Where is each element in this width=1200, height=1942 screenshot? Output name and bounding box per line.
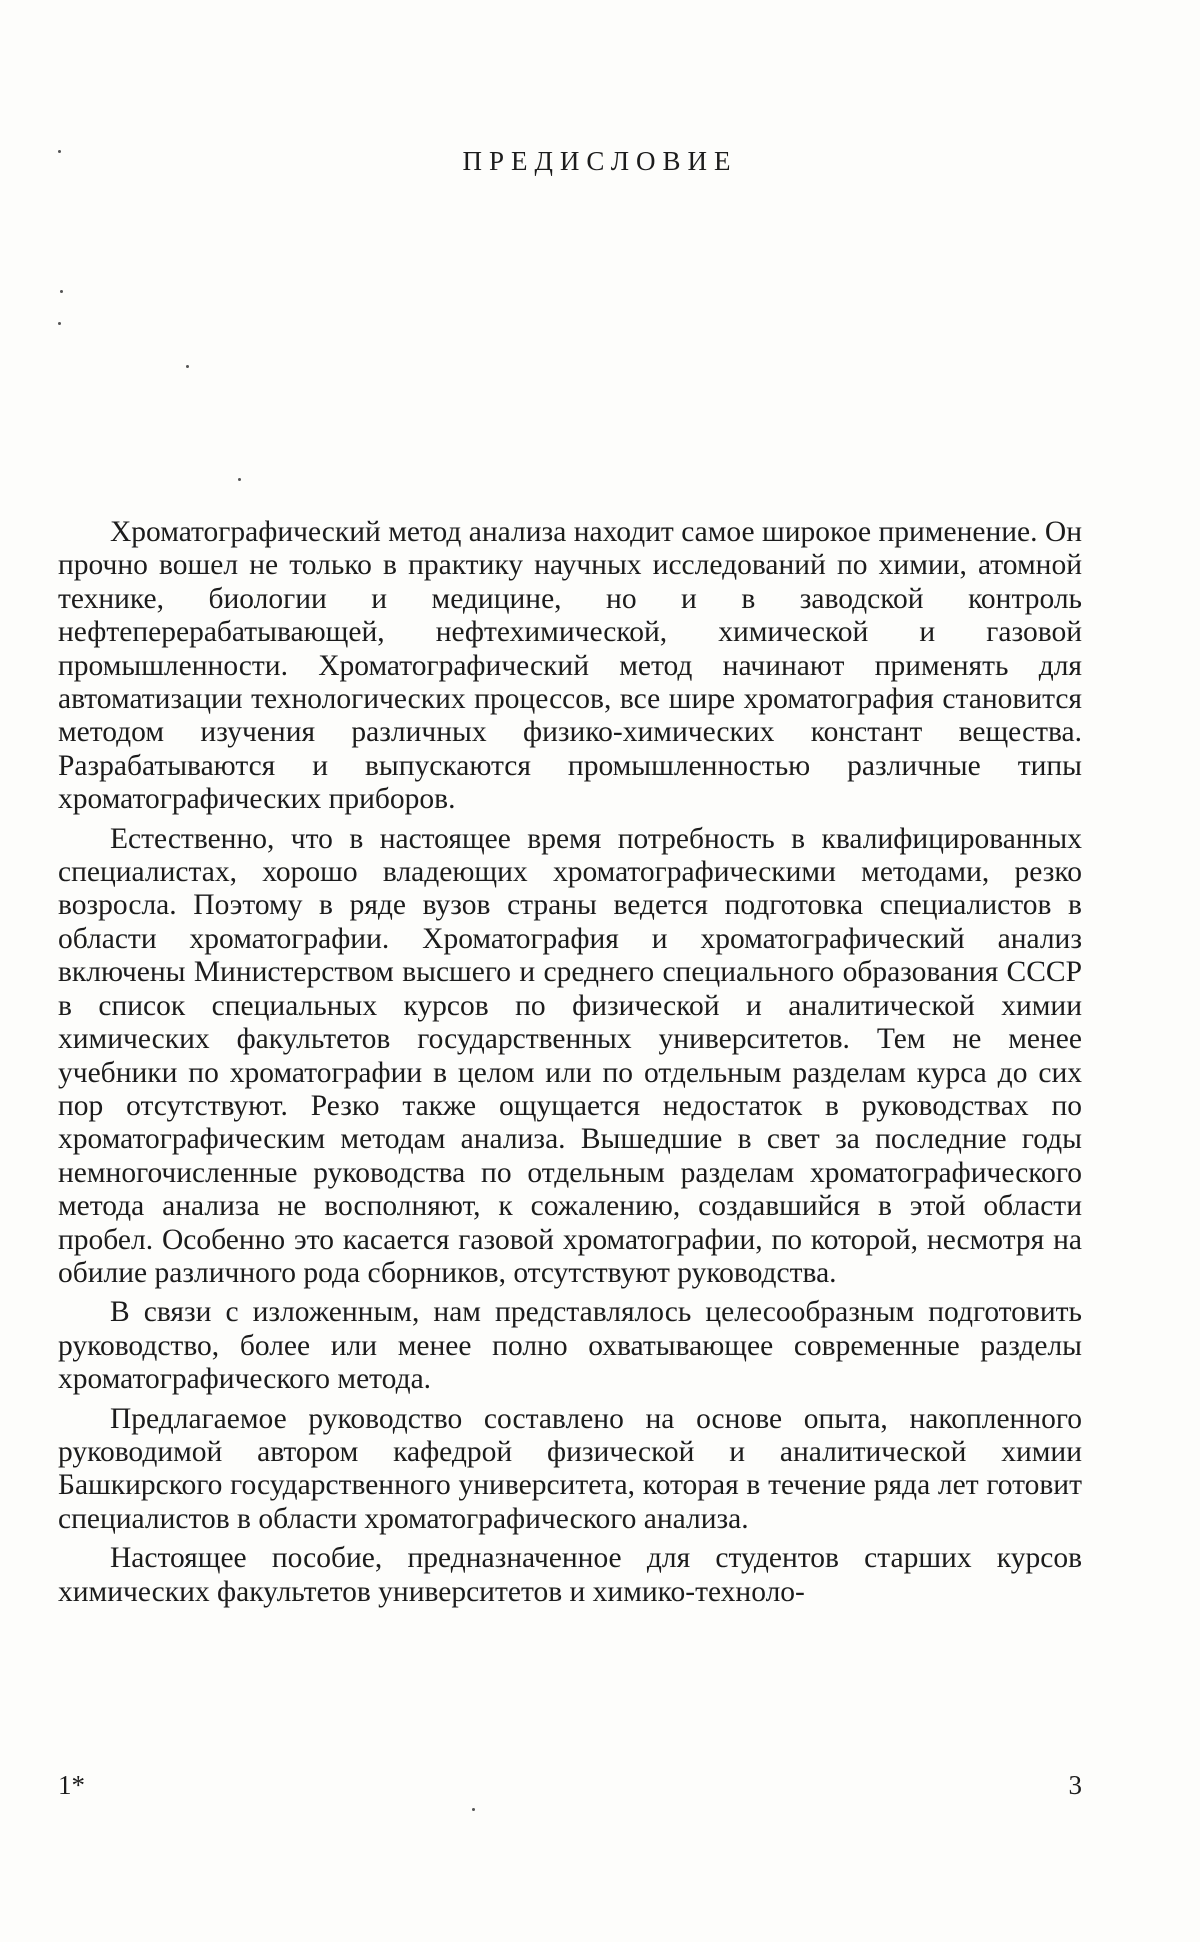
paragraph-4: Предлагаемое руководство составлено на основе опыта, накопленного руководимой автором кафедрой физической и аналитической химии Башкирского государственного университета, которая в течение ряда лет готовит специалистов в области хроматографического анализа. [58, 1402, 1082, 1535]
scan-speck [58, 322, 61, 325]
scan-speck [238, 478, 241, 481]
scan-speck [60, 290, 63, 293]
scan-speck [472, 1808, 475, 1811]
paragraph-2: Естественно, что в настоящее время потребность в квалифицированных специалистах, хорошо владеющих хроматографическими методами, резко возросла. Поэтому в ряде вузов страны ведется подготовка специалистов в области хроматографии. Хроматография и хроматографический анализ включены Министерством высшего и среднего специального образования СССР в список специальных курсов по физической и аналитической химии химических факультетов государственных университетов. Тем не менее учебники по хроматографии в целом или по отдельным разделам курса до сих пор отсутствуют. Резко также ощущается недостаток в руководствах по хроматографическим методам анализа. Вышедшие в свет за последние годы немногочисленные руководства по отдельным разделам хроматографического метода анализа не восполняют, к сожалению, создавшийся в этой области пробел. Особенно это касается газовой хроматографии, по которой, несмотря на обилие различного рода сборников, отсутствуют руководства. [58, 822, 1082, 1289]
scan-speck [58, 150, 61, 153]
page-heading: ПРЕДИСЛОВИЕ [462, 146, 738, 176]
paragraph-5: Настоящее пособие, предназначенное для студентов старших курсов химических факультетов университетов и химико-техноло- [58, 1542, 1082, 1608]
preface-body [58, 516, 1082, 1615]
paragraph-1: Хроматографический метод анализа находит самое широкое применение. Он прочно вошел не только в практику научных исследований по химии, атомной технике, биологии и медицине, но и в заводской контроль нефтеперерабатывающей, нефтехимической, химической и газовой промышленности. Хроматографический метод начинают применять для автоматизации технологических процессов, все шире хроматография становится методом изучения различных физико-химических констант вещества. Разрабатываются и выпускаются промышленностью различные типы хроматографических приборов. [58, 516, 1082, 816]
page-number: 3 [1068, 1770, 1082, 1800]
scan-speck [186, 365, 189, 368]
signature-mark: 1* [58, 1770, 85, 1800]
paragraph-3: В связи с изложенным, нам представлялось целесообразным подготовить руководство, более или менее полно охватывающее современные разделы хроматографического метода. [58, 1296, 1082, 1396]
